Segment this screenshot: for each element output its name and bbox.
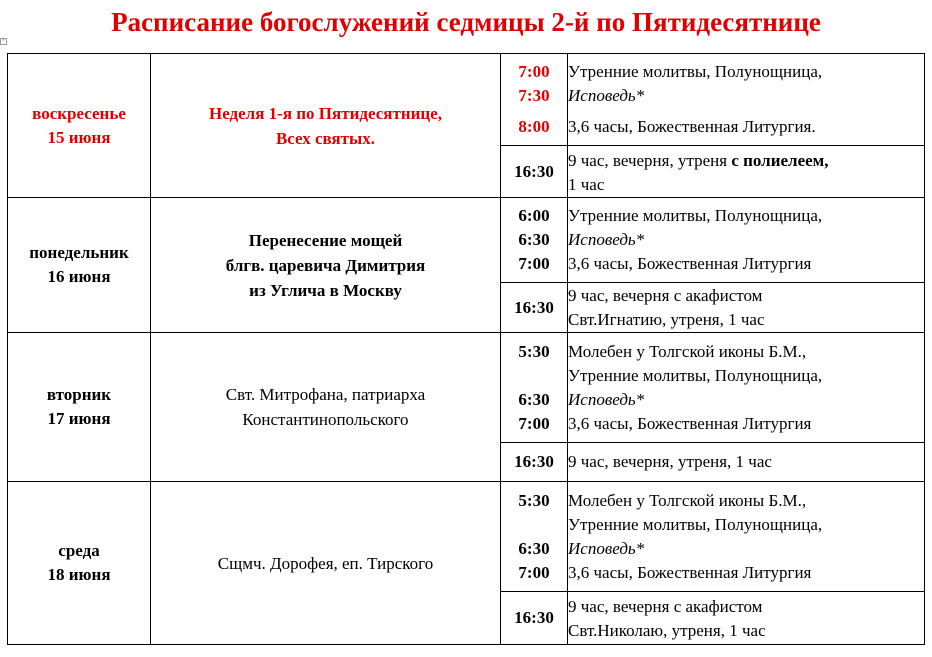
time-cell	[501, 54, 568, 146]
service-line: Исповедь*	[568, 389, 645, 409]
weekday: среда	[58, 541, 100, 560]
feast-cell	[151, 333, 501, 482]
date: 16 июня	[47, 267, 111, 286]
table-row	[8, 333, 925, 443]
table-move-handle-icon[interactable]: +	[1, 38, 6, 44]
time: 7:00	[518, 413, 550, 433]
service-line: Утренние молитвы, Полунощница,	[568, 62, 823, 81]
service-line: Утренние молитвы, Полунощница,	[568, 206, 823, 225]
feast-line: Всех святых.	[275, 128, 376, 148]
service-line: 1 час	[568, 174, 605, 194]
service-text-bold: с полиелеем,	[731, 150, 829, 170]
time: 6:30	[518, 230, 550, 249]
service-line: Молебен у Толгской иконы Б.М.,	[568, 490, 807, 510]
service-line: Молебен у Толгской иконы Б.М.,	[568, 341, 807, 361]
day-cell	[8, 198, 151, 333]
time-cell	[501, 198, 568, 283]
time-cell	[501, 333, 568, 443]
service-cell	[568, 198, 925, 283]
day-cell	[8, 333, 151, 482]
service-line: 3,6 часы, Божественная Литургия.	[568, 117, 816, 136]
time: 6:30	[518, 538, 550, 558]
time: 16:30	[514, 297, 554, 317]
service-line: 3,6 часы, Божественная Литургия	[568, 254, 812, 273]
time: 6:30	[518, 389, 550, 409]
feast-line: Неделя 1-я по Пятидесятнице,	[208, 103, 443, 123]
page-title: Расписание богослужений седмицы 2-й по Пятидесятнице	[111, 7, 821, 37]
service-cell	[568, 592, 925, 645]
service-line: 9 час, вечерня с акафистом	[568, 286, 763, 305]
time: 7:00	[518, 62, 550, 81]
feast-line: Перенесение мощей	[248, 230, 403, 250]
service-line: Исповедь*	[568, 230, 645, 249]
day-cell	[8, 54, 151, 198]
time: 5:30	[518, 341, 550, 361]
time: 6:00	[518, 206, 550, 225]
feast-line: из Углича в Москву	[249, 280, 402, 300]
service-line: 3,6 часы, Божественная Литургия	[568, 562, 812, 582]
service-cell	[568, 283, 925, 333]
feast-cell	[151, 54, 501, 198]
date: 15 июня	[47, 127, 111, 147]
service-line: Свт.Николаю, утреня, 1 час	[568, 621, 766, 640]
service-line	[568, 149, 924, 173]
day-cell	[8, 482, 151, 645]
time: 7:30	[518, 86, 550, 105]
feast-cell	[151, 198, 501, 333]
table-row	[8, 54, 925, 146]
time: 16:30	[514, 161, 554, 181]
service-line: 9 час, вечерня с акафистом	[568, 597, 763, 616]
weekday: понедельник	[29, 243, 129, 262]
time: 8:00	[518, 117, 550, 136]
time: 16:30	[514, 452, 554, 471]
service-line: 3,6 часы, Божественная Литургия	[568, 413, 812, 433]
time: 7:00	[518, 562, 550, 582]
service-text: 9 час, вечерня, утреня	[568, 150, 732, 170]
feast-line: Константинопольского	[242, 410, 409, 429]
time: 7:00	[518, 254, 550, 273]
service-line: Утренние молитвы, Полунощница,	[568, 365, 823, 385]
service-line: Исповедь*	[568, 538, 645, 558]
service-line: Исповедь*	[568, 86, 645, 105]
time: 5:30	[518, 490, 550, 510]
time: 16:30	[514, 608, 554, 627]
table-row	[8, 198, 925, 283]
service-line: Свт.Игнатию, утреня, 1 час	[568, 310, 765, 329]
time-cell	[501, 592, 568, 645]
time-cell	[501, 443, 568, 482]
schedule-table	[7, 53, 925, 645]
service-line: 9 час, вечерня, утреня, 1 час	[568, 452, 772, 471]
service-cell	[568, 146, 925, 198]
feast-line: Свт. Митрофана, патриарха	[225, 385, 426, 404]
service-line: Утренние молитвы, Полунощница,	[568, 514, 823, 534]
service-cell	[568, 482, 925, 592]
service-cell	[568, 333, 925, 443]
time-cell	[501, 146, 568, 198]
feast-cell	[151, 482, 501, 645]
feast-line: Сщмч. Дорофея, еп. Тирского	[217, 553, 434, 573]
weekday: воскресенье	[32, 103, 126, 123]
feast-line: блгв. царевича Димитрия	[225, 255, 426, 275]
time-cell	[501, 283, 568, 333]
time-cell	[501, 482, 568, 592]
table-row	[8, 482, 925, 592]
service-cell	[568, 54, 925, 146]
service-cell	[568, 443, 925, 482]
date: 18 июня	[47, 565, 111, 584]
weekday: вторник	[46, 385, 112, 404]
date: 17 июня	[47, 409, 111, 428]
